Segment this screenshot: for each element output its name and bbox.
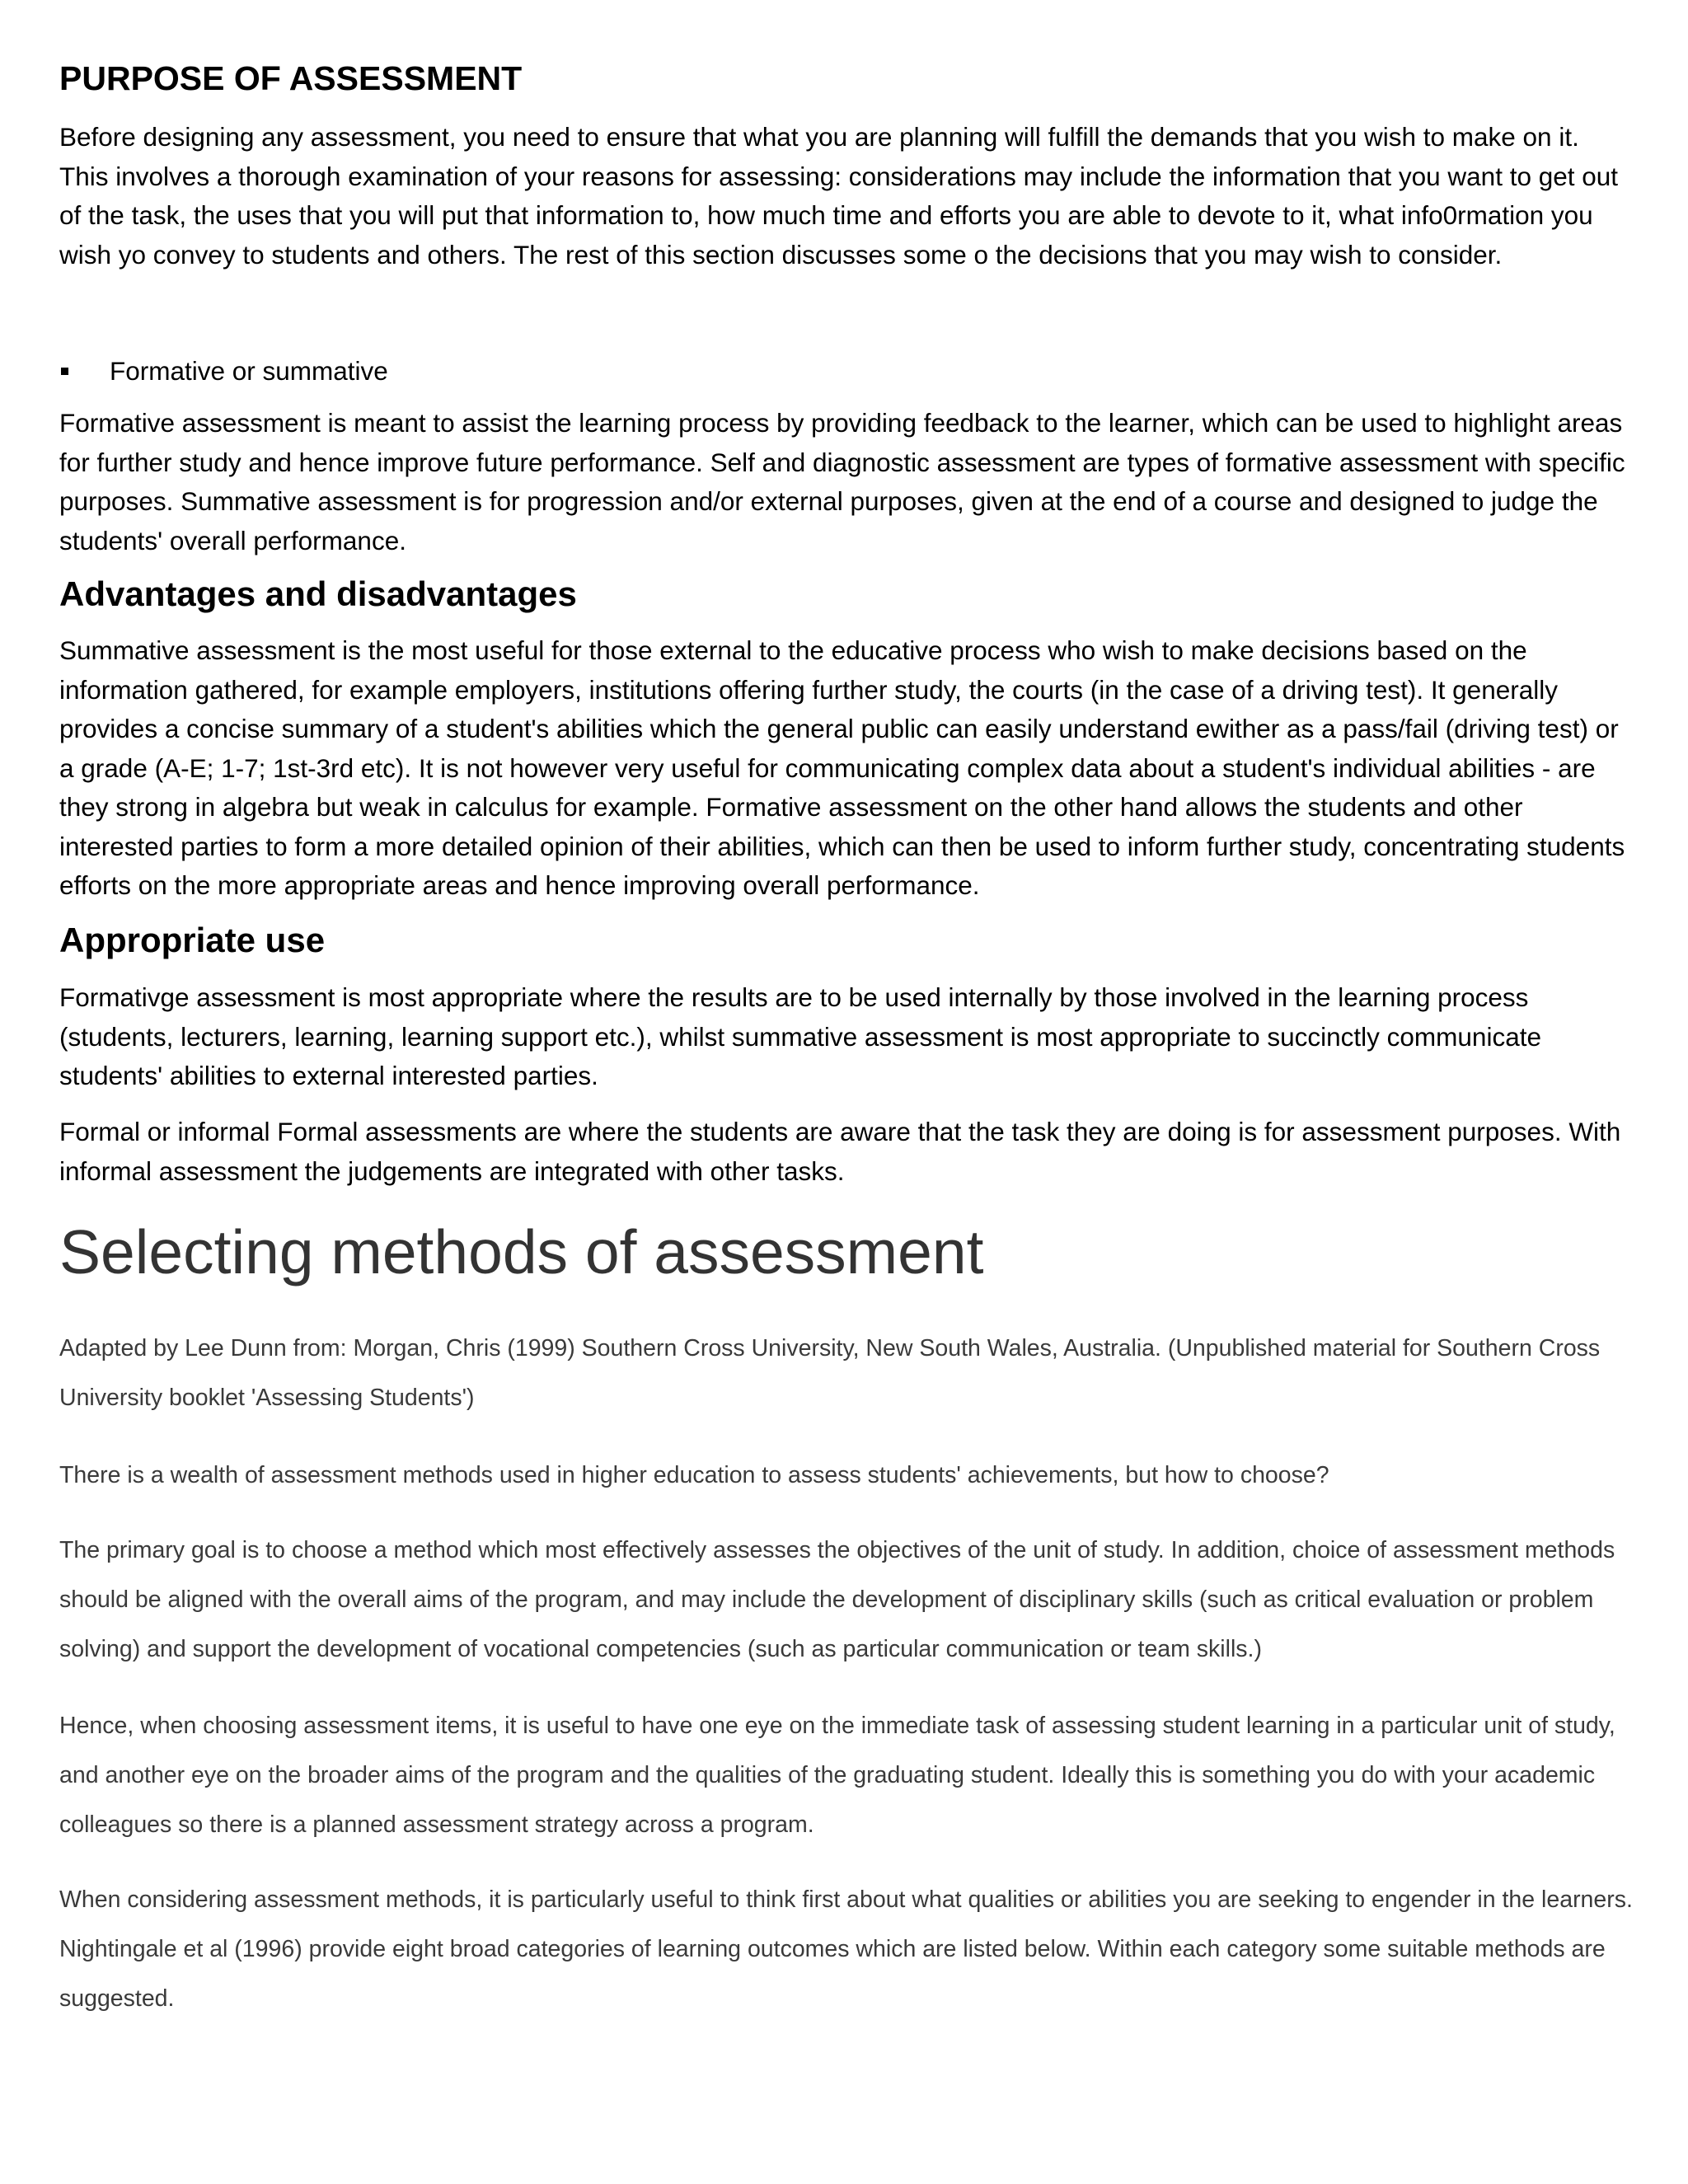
bullet-item-label: Formative or summative bbox=[110, 356, 388, 386]
choosing-items-paragraph: Hence, when choosing assessment items, it is useful to have one eye on the immediate task of assessing student learning in a particular unit of study, and another eye on the broader aims of the program and the qualities of the graduating student. Ideally this is something you do with your academic colleagues so there is a planned assessment strategy across a program. bbox=[59, 1713, 1615, 1838]
primary-goal-paragraph: The primary goal is to choose a method which most effectively assesses the objectives of the unit of study. In addition, choice of assessment methods should be aligned with the overall aims of the program, and may include the development of disciplinary skills (such as critical evaluation or problem solving) and support the development of vocational competencies (such as particular communication or team skills.) bbox=[59, 1537, 1615, 1662]
purpose-heading: PURPOSE OF ASSESSMENT bbox=[59, 59, 523, 97]
advantages-paragraph: Summative assessment is the most useful for those external to the educative process who wish to make decisions based on the information gathered, for example employers, institutions offering further study, the courts (in the case of a driving test). It generally provides a concise summary of a student's abilities which the general public can easily understand ewither as a pass/fail (driving test) or a grade (A-E; 1-7; 1st-3rd etc). It is not however very useful for communicating complex data about a student's individual abilities - are they strong in algebra but weak in calculus for example. Formative assessment on the other hand allows the students and other interested parties to form a more detailed opinion of their abilities, which can then be used to inform further study, concentrating students efforts on the more appropriate areas and hence improving overall performance. bbox=[59, 635, 1625, 900]
advantages-heading: Advantages and disadvantages bbox=[59, 574, 577, 613]
selecting-methods-title: Selecting methods of assessment bbox=[59, 1217, 984, 1286]
formal-informal-paragraph: Formal or informal Formal assessments are where the students are aware that the task they are doing is for assessment purposes. With informal assessment the judgements are integrated with other tasks. bbox=[59, 1117, 1621, 1186]
square-bullet-icon bbox=[61, 368, 68, 375]
appropriate-use-paragraph: Formativge assessment is most appropriate where the results are to be used internally by those involved in the learning process (students, lecturers, learning, learning support etc.), whilst summative assessment is most appropriate to succinctly communicate students' abilities to external interested parties. bbox=[59, 982, 1541, 1090]
appropriate-use-heading: Appropriate use bbox=[59, 921, 326, 959]
considering-methods-paragraph: When considering assessment methods, it is particularly useful to think first about what qualities or abilities you are seeking to engender in the learners. Nightingale et al (1996) provide eight broad categories of learning outcomes which are listed below. Within each category some suitable methods are suggested. bbox=[59, 1886, 1633, 2012]
purpose-intro-paragraph: Before designing any assessment, you need to ensure that what you are planning will fulfill the demands that you wish to make on it. This involves a thorough examination of your reasons for assessing: considerations may include the information that you want to get out of the task, the uses that you will put that information to, how much time and efforts you are able to devote to it, what info0rmation you wish yo convey to students and others. The rest of this section discusses some o the decisions that you may wish to consider. bbox=[59, 122, 1619, 269]
attribution-paragraph: Adapted by Lee Dunn from: Morgan, Chris (1999) Southern Cross University, New South Wales, Australia. (Unpublished material for Southern Cross University booklet 'Assessing Students') bbox=[59, 1335, 1601, 1411]
wealth-of-methods-paragraph: There is a wealth of assessment methods used in higher education to assess students' achievements, but how to choose? bbox=[59, 1462, 1329, 1488]
formative-paragraph: Formative assessment is meant to assist the learning process by providing feedback to the learner, which can be used to highlight areas for further study and hence improve future performance. Self and diagnostic assessment are types of formative assessment with specific purposes. Summative assessment is for progression and/or external purposes, given at the end of a course and designed to judge the students' overall performance. bbox=[59, 408, 1625, 555]
